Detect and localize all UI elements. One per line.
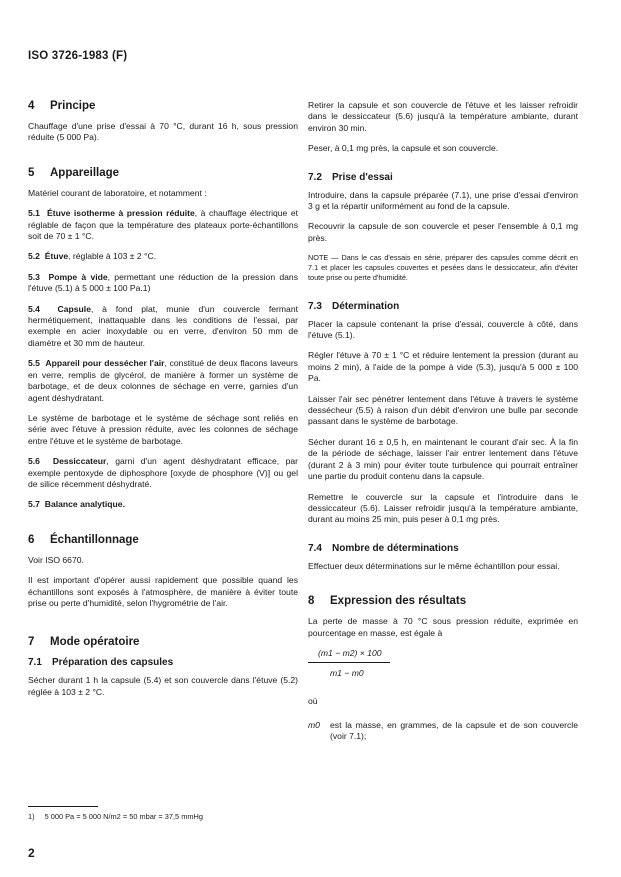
section-number: 7 — [28, 636, 35, 649]
section-title: Appareillage — [50, 166, 120, 179]
subsection-title: Préparation des capsules — [52, 657, 174, 669]
item-number: 5.3 — [28, 271, 40, 282]
formula-denominator: m1 − m0 — [330, 667, 364, 678]
subsection-7-3-text-3: Laisser l'air sec pénétrer lentement dans l'étuve à travers le système dessécheur (5.5) à raison d'un débit d'environ une bulle par seconde passant dans le système de barbotage. — [308, 393, 578, 427]
section-6-heading — [28, 534, 298, 546]
item-number: 5.5 — [28, 358, 40, 369]
item-title: Capsule — [57, 303, 91, 314]
item-title: Appareil pour dessécher l'air — [45, 358, 165, 369]
subsection-7-3-heading — [308, 301, 578, 312]
subsection-7-1-text-2: Retirer la capsule et son couvercle de l'étuve et les laisser refroidir dans le dessiccateur (5.6) jusqu'à la température ambiante, durant environ 30 min. — [308, 100, 578, 133]
footnote-marker: 1) — [28, 812, 35, 821]
item-number: 5.2 — [28, 251, 40, 262]
item-5-5-continued: Le système de barbotage et le système de séchage sont reliés en série avec l'étuve à pression réduite, avec les colonnes de séchage entre l'étuve et le système de barbotage. — [28, 412, 298, 446]
footnote-text: 5 000 Pa = 5 000 N/m2 = 50 mbar = 37,5 mmHg — [44, 812, 203, 821]
subsection-7-3-text-5: Remettre le couvercle sur la capsule et l'introduire dans le dessiccateur (5.6). Laisser refroidir jusqu'à la température ambiante, durant au moins 25 min, puis peser à 0,1 mg près. — [308, 491, 578, 525]
section-6-text-2: Il est important d'opérer aussi rapidement que possible quand les échantillons sont exposés à l'atmosphère, de manière à éviter toute prise ou perte d'humidité, selon l'hygrométrie de l'air. — [28, 575, 298, 608]
subsection-7-4-text: Effectuer deux déterminations sur le même échantillon pour essai. — [308, 560, 560, 571]
section-8-text: La perte de masse à 70 °C sous pression réduite, exprimée en pourcentage en masse, est égale à — [308, 616, 578, 638]
item-text: , à chauffage électrique et réglable de façon que la température des plateaux porte-échantillons soit de 70 ± 1 °C. — [28, 208, 298, 242]
subsection-7-2-text-2: Recouvrir la capsule de son couvercle et peser l'ensemble à 0,1 mg près. — [308, 221, 578, 243]
item-number: 5.7 — [28, 499, 40, 510]
item-title: Pompe à vide — [48, 271, 108, 282]
subsection-number: 7.1 — [28, 657, 42, 669]
item-text: , permettant une réduction de la pression dans l'étuve (5.1) à 5 000 ± 100 Pa.1) — [28, 271, 298, 294]
section-number: 8 — [308, 595, 315, 608]
subsection-number: 7.2 — [308, 171, 322, 183]
definition-m0 — [308, 720, 578, 743]
document-header: ISO 3726-1983 (F) — [28, 50, 128, 62]
section-title: Mode opératoire — [50, 636, 140, 649]
section-5-intro: Matériel courant de laboratoire, et notamment : — [28, 187, 207, 198]
section-4-heading — [28, 100, 298, 112]
subsection-number: 7.4 — [308, 542, 322, 554]
item-5-7 — [28, 499, 298, 510]
subsection-7-3-text-2: Régler l'étuve à 70 ± 1 °C et réduire lentement la pression (durant au moins 2 min), à l'aide de la pompe à vide (5.3), jusqu'à 5 000 ± 100 Pa. — [308, 350, 578, 384]
subsection-7-1-text-1: Sécher durant 1 h la capsule (5.4) et son couvercle dans l'étuve (5.2) réglée à 103 ± 2 °C. — [28, 675, 298, 697]
item-text: , constitué de deux flacons laveurs en verre, remplis de glycérol, de manière à former un système de barbotage, et de deux colonnes de séchage en verre, garnies d'un agent déshydratant. — [28, 358, 298, 403]
subsection-title: Prise d'essai — [332, 171, 393, 183]
loss-of-mass-formula — [308, 648, 578, 688]
fraction-bar — [308, 662, 390, 663]
section-number: 4 — [28, 100, 35, 112]
item-number: 5.1 — [28, 208, 40, 219]
subsection-7-2-note: NOTE — Dans le cas d'essais en série, préparer des capsules comme décrit en 7.1 et placer les capsules couvertes et pesées dans le dessiccateur, afin d'éviter toute prise ou perte d'humidité. — [308, 253, 578, 282]
item-text: . — [122, 499, 125, 510]
footnote-rule — [28, 806, 98, 807]
right-column — [308, 100, 578, 743]
footnote — [28, 812, 203, 821]
item-title: Étuve — [44, 251, 69, 262]
section-number: 6 — [28, 533, 35, 546]
section-title: Échantillonnage — [50, 533, 139, 546]
section-5-heading — [28, 167, 298, 179]
item-title: Balance analytique — [44, 499, 123, 510]
subsection-7-3-text-4: Sécher durant 16 ± 0,5 h, en maintenant le courant d'air sec. À la fin de la période de séchage, laisser l'air entrer lentement dans l'étuve (durant 2 à 3 min) pour éviter toute turbulence qui pourrait entraîner une partie du produit contenu dans la capsule. — [308, 436, 578, 482]
left-column — [28, 100, 298, 707]
page-number: 2 — [28, 846, 35, 860]
subsection-title: Nombre de déterminations — [332, 542, 459, 554]
item-5-5 — [28, 358, 298, 404]
section-6-text-1: Voir ISO 6670. — [28, 554, 84, 565]
item-title: Étuve isotherme à pression réduite — [46, 208, 195, 219]
item-number: 5.4 — [28, 303, 40, 314]
subsection-7-4-heading — [308, 543, 578, 554]
formula-numerator: (m1 − m2) × 100 — [318, 647, 382, 658]
item-text: , réglable à 103 ± 2 °C. — [68, 251, 157, 262]
item-5-2 — [28, 251, 298, 262]
item-title: Dessiccateur — [52, 456, 107, 467]
subsection-7-1-heading — [28, 657, 298, 668]
subsection-7-1-text-3: Peser, à 0,1 mg près, la capsule et son couvercle. — [308, 143, 499, 154]
subsection-number: 7.3 — [308, 300, 322, 312]
subsection-7-2-text-1: Introduire, dans la capsule préparée (7.1), une prise d'essai d'environ 3 g et la répartir uniformément au fond de la capsule. — [308, 189, 578, 212]
item-text: , à fond plat, munie d'un couvercle fermant hermétiquement, inattaquable dans les conditions de l'essai, par exemple en acier inoxydable ou en verre, d'environ 50 mm de diamètre et 30 mm de hauteur. — [28, 303, 298, 348]
subsection-title: Détermination — [332, 300, 400, 312]
item-text: , garni d'un agent déshydratant efficace, par exemple pentoxyde de diphosphore [oxyde de phosphore (V)] ou gel de silice récemment déshydraté. — [28, 456, 299, 489]
subsection-7-3-text-1: Placer la capsule contenant la prise d'essai, couvercle à côté, dans l'étuve (5.1). — [308, 318, 578, 341]
section-8-heading — [308, 595, 578, 607]
definition-text: est la masse, en grammes, de la capsule et de son couvercle (voir 7.1); — [330, 719, 578, 742]
section-4-text: Chauffage d'une prise d'essai à 70 °C, durant 16 h, sous pression réduite (5 000 Pa). — [28, 121, 298, 143]
where-label: où — [308, 695, 318, 706]
section-7-heading — [28, 636, 298, 648]
item-5-3 — [28, 272, 298, 295]
section-title: Principe — [50, 100, 96, 112]
section-title: Expression des résultats — [330, 595, 467, 608]
section-number: 5 — [28, 166, 35, 179]
item-5-6 — [28, 456, 298, 490]
item-number: 5.6 — [28, 456, 40, 467]
subsection-7-2-heading — [308, 172, 578, 183]
item-5-4 — [28, 304, 298, 350]
item-5-1 — [28, 208, 298, 242]
definition-symbol: m0 — [308, 719, 320, 730]
